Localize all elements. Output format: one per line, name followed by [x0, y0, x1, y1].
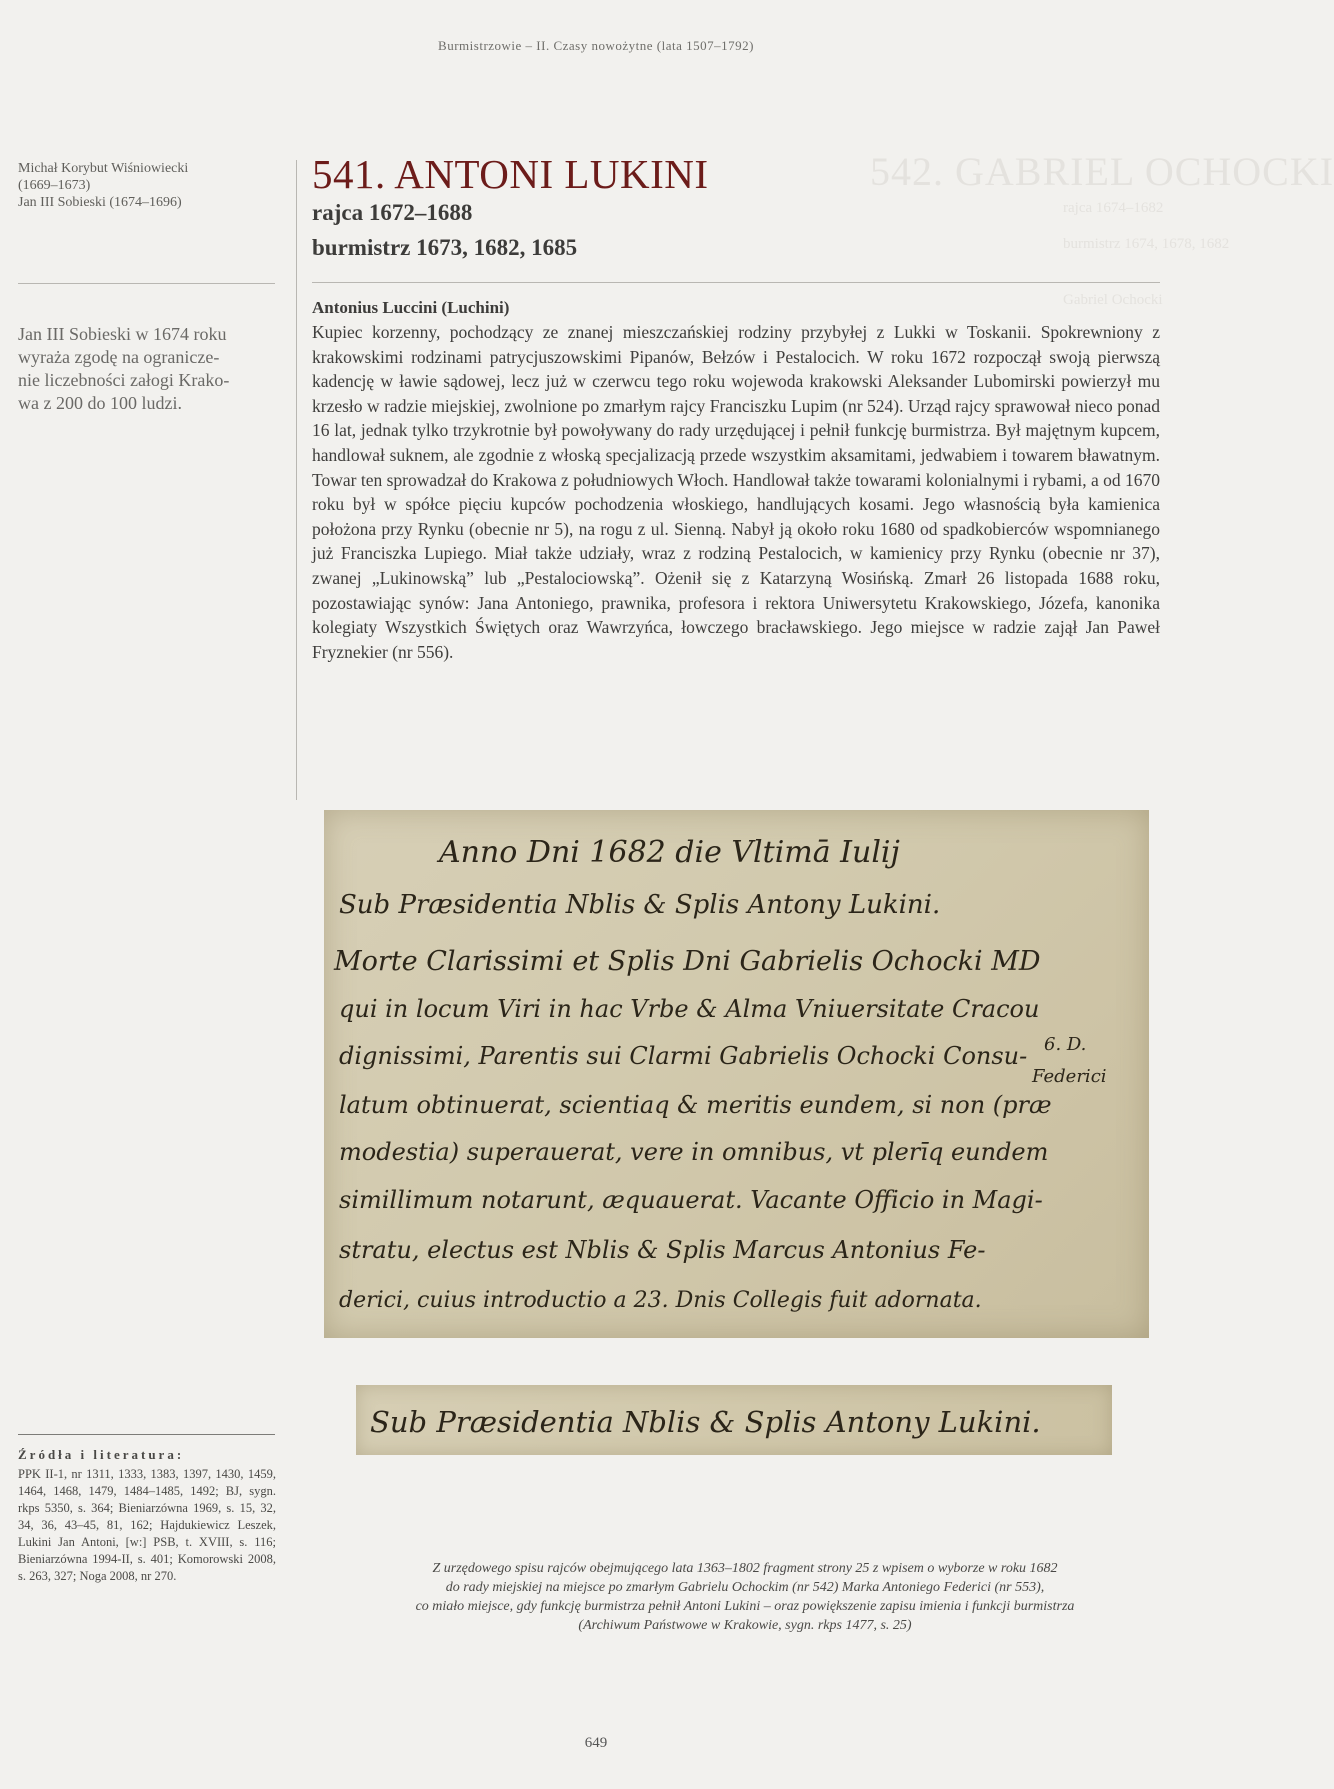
manuscript-line: simillimum notarunt, æquauerat. Vacante Officio in Magi- — [339, 1186, 1043, 1214]
note-line: wyraża zgodę na ogranicze- — [18, 347, 220, 367]
caption-line: Z urzędowego spisu rajców obejmującego lata 1363–1802 fragment strony 25 z wpisem o wyborze w roku 1682 — [432, 1561, 1058, 1576]
sources-heading: Źródła i literatura: — [18, 1447, 185, 1462]
manuscript-line: modestia) superauerat, vere in omnibus, vt plerīq eundem — [339, 1138, 1049, 1166]
manuscript-svg — [324, 810, 1149, 1338]
caption-line: co miało miejsce, gdy funkcję burmistrza pełnił Antoni Lukini – oraz powiększenie zapisu imienia i funkcji burmistrza — [415, 1599, 1075, 1614]
latin-name: Antonius Luccini (Luchini) — [312, 298, 510, 317]
reign-line: Jan III Sobieski (1674–1696) — [18, 195, 182, 210]
manuscript-line: derici, cuius introductio a 23. Dnis Collegis fuit adornata. — [339, 1288, 982, 1313]
note-line: nie liczebności załogi Krako- — [18, 370, 230, 390]
sources-text: PPK II-1, nr 1311, 1333, 1383, 1397, 1430, 1459, 1464, 1468, 1479, 1484–1485, 1492; BJ, sygn. rkps 5350, s. 364; Bieniarzówna 1969, s. 15, 32, 34, 36, 43–45, 81, 162; Hajdukiewicz Leszek, Lukini Jan Antoni, [w:] PSB, t. XVIII, s. 116; Bieniarzówna 1994-II, s. 401; Komorowski 2008, s. 263, 327; Noga 2008, nr 270. — [18, 1467, 276, 1583]
manuscript-detail-image — [356, 1385, 1112, 1455]
biography-text: Kupiec korzenny, pochodzący ze znanej mieszczańskiej rodziny przybyłej z Lukki w Toskanii. Spokrewniony z krakowskimi rodzinami patrycjuszowskimi Pipanów, Bełzów i Pestalocich. W roku 1672 rozpoczął swoją pierwszą kadencję w ławie sądowej, lecz już w czerwcu tego roku wojewoda krakowski Aleksander Lubomirski powierzył mu krzesło w radzie miejskiej, zwolnione po zmarłym rajcy Franciszku Lupim (nr 524). Urząd rajcy sprawował nieco ponad 16 lat, jednak tylko trzykrotnie był powoływany do rady urzędującej i pełnił funkcję burmistrza. Był majętnym kupcem, handlował suknem, ale zgodnie z włoską specjalizacją przede wszystkim aksamitami, jedwabiem i towarem bławatnym. Towar ten sprowadzał do Krakowa z południowych Włoch. Handlował także towarami kolonialnymi i rybami, a od 1670 roku był w spółce pięciu kupców pochodzenia włoskiego, handlujących kosami. Jego własnością była kamienica położona przy Rynku (obecnie nr 5), na rogu z ul. Sienną. Nabył ją około roku 1680 od spadkobierców wspomnianego już Franciszka Lupiego. Miał także udziały, wraz z rodziną Pestalocich, w kamienicy przy Rynku (obecnie nr 37), zwanej „Lukinowską” lub „Pestalociowską”. Ożenił się z Katarzyną Wosińską. Zmarł 26 listopada 1688 roku, pozostawiając synów: Jana Antoniego, prawnika, profesora i rektora Uniwersytetu Krakowskiego, Józefa, kanonika kolegiaty Wszystkich Świętych oraz Wawrzyńca, łowczego bracławskiego. Jego miejsce w radzie zajął Jan Paweł Fryznekier (nr 556). — [312, 322, 1160, 662]
heading-divider — [312, 282, 1160, 283]
ghost-subtitle-2: burmistrz 1674, 1678, 1682 — [1063, 236, 1230, 252]
entry-councillor-years: rajca 1672–1688 — [312, 200, 473, 225]
manuscript-line: qui in locum Viri in hac Vrbe & Alma Vniuersitate Cracou — [339, 995, 1040, 1023]
entry-title — [312, 150, 709, 198]
ghost-subtitle-3: Gabriel Ochocki — [1063, 292, 1163, 308]
sidebar-reigns — [18, 160, 273, 211]
page-number: 649 — [584, 1735, 608, 1751]
manuscript-line: Anno Dni 1682 die Vltimā Iulij — [439, 835, 900, 870]
manuscript-image — [324, 810, 1149, 1338]
column-divider — [296, 160, 297, 800]
sidebar-divider — [18, 283, 275, 284]
ghost-heading: 542. GABRIEL OCHOCKI — [870, 149, 1334, 194]
reign-line: (1669–1673) — [18, 178, 91, 193]
margin-note-line: 6. D. — [1044, 1034, 1087, 1055]
manuscript-line: latum obtinuerat, scientiaq & meritis eundem, si non (præ — [339, 1091, 1052, 1119]
image-caption — [330, 1559, 1160, 1635]
running-head: Burmistrzowie – II. Czasy nowożytne (lata 1507–1792) — [438, 38, 754, 53]
reign-line: Michał Korybut Wiśniowiecki — [18, 161, 189, 176]
manuscript-line: dignissimi, Parentis sui Clarmi Gabrielis Ochocki Consu- — [339, 1042, 1028, 1070]
entry-mayor-years: burmistrz 1673, 1682, 1685 — [312, 235, 578, 260]
ghost-subtitle-1: rajca 1674–1682 — [1063, 200, 1164, 216]
note-line: Jan III Sobieski w 1674 roku — [18, 324, 227, 344]
manuscript-detail-line: Sub Præsidentia Nblis & Splis Antony Lukini. — [370, 1405, 1041, 1439]
manuscript-line: Morte Clarissimi et Splis Dni Gabrielis Ochocki MD — [334, 946, 1041, 977]
caption-line: do rady miejskiej na miejsce po zmarłym Gabrielu Ochockim (nr 542) Marka Antoniego Federici (nr 553), — [445, 1580, 1045, 1595]
manuscript-detail-svg — [356, 1385, 1112, 1455]
entry-name: ANTONI LUKINI — [394, 151, 709, 197]
entry-number: 541. — [312, 151, 386, 197]
note-line: wa z 200 do 100 ludzi. — [18, 393, 182, 413]
manuscript-line: Sub Præsidentia Nblis & Splis Antony Lukini. — [339, 890, 941, 920]
caption-line: (Archiwum Państwowe w Krakowie, sygn. rkps 1477, s. 25) — [578, 1618, 912, 1633]
sidebar-note — [18, 323, 268, 415]
sources-divider — [18, 1434, 275, 1435]
manuscript-line: stratu, electus est Nblis & Splis Marcus Antonius Fe- — [339, 1236, 986, 1264]
margin-note-line: Federici — [1032, 1066, 1107, 1087]
